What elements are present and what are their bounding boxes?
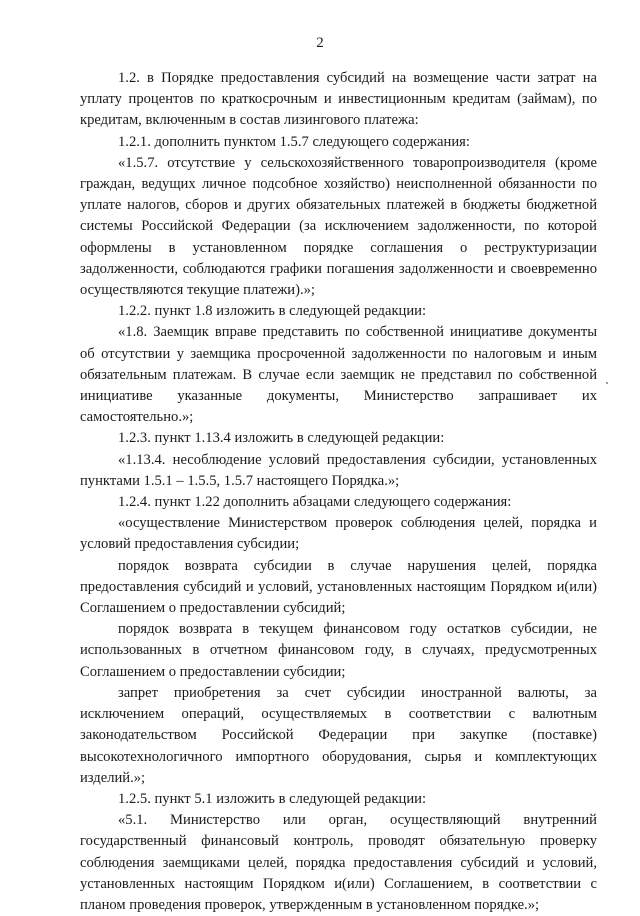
paragraph-inspection: «осуществление Министерством проверок соблюдения целей, порядка и условий предоставления субсидии; <box>80 515 597 553</box>
paragraph-1-2: 1.2. в Порядке предоставления субсидий на возмещение части затрат на уплату процентов по краткосрочным и инвестиционным кредитам (займам), по кредитам, включенным в состав лизингового платежа: <box>80 70 597 129</box>
document-body <box>80 68 597 916</box>
page-number: 2 <box>316 35 324 51</box>
paragraph-1-2-1: 1.2.1. дополнить пунктом 1.5.7 следующего содержания: <box>118 133 470 150</box>
scan-speck <box>606 382 608 384</box>
paragraph-1-2-3: 1.2.3. пункт 1.13.4 изложить в следующей редакции: <box>118 430 445 447</box>
paragraph-1-13-4: «1.13.4. несоблюдение условий предоставления субсидии, установленных пунктами 1.5.1 – 1.5.5, 1.5.7 настоящего Порядка.»; <box>80 451 597 489</box>
paragraph-5-1: «5.1. Министерство или орган, осуществляющий внутренний государственный финансовый контроль, проводят обязательную проверку соблюдения заемщиками целей, порядка предоставления субсидий и условий, установленных настоящим Порядком и(или) Соглашением, в соответствии с планом проведения проверок, утвержденным в установленном порядке.»; <box>80 812 597 913</box>
paragraph-refund-violation: порядок возврата субсидии в случае нарушения целей, порядка предоставления субсидий и условий, установленных настоящим Порядком и(или) Соглашением о предоставлении субсидий; <box>80 557 597 617</box>
paragraph-1-5-7: «1.5.7. отсутствие у сельскохозяйственного товаропроизводителя (кроме граждан, ведущих личное подсобное хозяйство) неисполненной обязанности по уплате налогов, сборов и других обязательных платежей в бюджеты бюджетной системы Российской Федерации (за исключением задолженности, по которой оформлены в установленном порядке соглашения о реструктуризации задолженности, соблюдаются графики погашения задолженности и своевременно осуществляются текущие платежи).»; <box>80 154 597 299</box>
paragraph-1-2-4: 1.2.4. пункт 1.22 дополнить абзацами следующего содержания: <box>118 494 512 511</box>
paragraph-1-2-5: 1.2.5. пункт 5.1 изложить в следующей редакции: <box>118 790 427 807</box>
paragraph-1-8: «1.8. Заемщик вправе представить по собственной инициативе документы об отсутствии у заемщика просроченной задолженности по налоговым и иным обязательным платежам. В случае если заемщик не представил по собственной инициативе указанные документы, Министерство запрашивает их самостоятельно.»; <box>80 324 597 426</box>
paragraph-currency-ban: запрет приобретения за счет субсидии иностранной валюты, за исключением операций, осуществляемых в соответствии с валютным законодательством Российской Федерации при закупке (поставке) высокотехнологичного импортного оборудования, сырья и комплектующих изделий.»; <box>80 684 597 786</box>
paragraph-refund-remainder: порядок возврата в текущем финансовом году остатков субсидии, не использованных в отчетном финансовом году, в случаях, предусмотренных Соглашением о предоставлении субсидии; <box>80 621 597 680</box>
paragraph-1-2-2: 1.2.2. пункт 1.8 изложить в следующей редакции: <box>118 303 427 320</box>
